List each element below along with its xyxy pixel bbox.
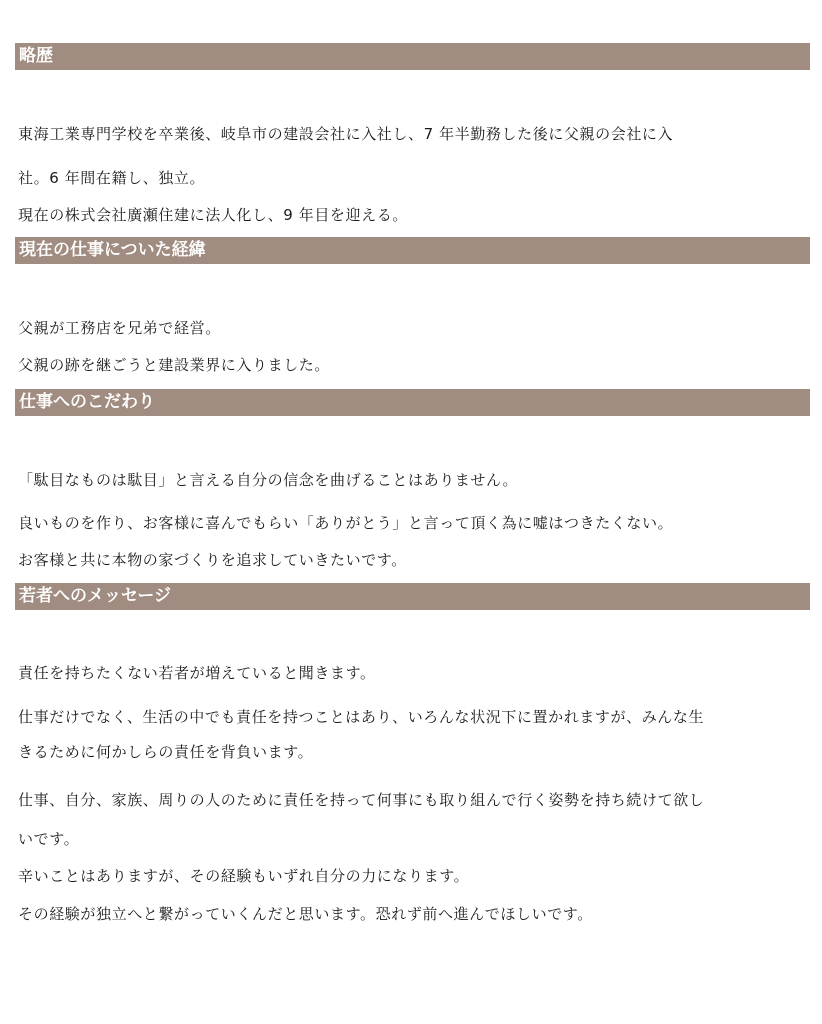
- background-line-1: 父親が工務店を兄弟で経営。: [18, 319, 221, 337]
- career-line-2: 社。6 年間在籍し、独立。: [18, 169, 206, 187]
- background-line-2: 父親の跡を継ごうと建設業界に入りました。: [18, 356, 331, 374]
- message-line-1: 責任を持ちたくない若者が増えていると聞きます。: [18, 664, 376, 682]
- section-heading-commitment: 仕事へのこだわり: [15, 389, 810, 416]
- career-line-3: 現在の株式会社廣瀬住建に法人化し、9 年目を迎える。: [18, 206, 408, 224]
- message-line-7: その経験が独立へと繋がっていくんだと思います。恐れず前へ進んでほしいです。: [18, 905, 593, 923]
- career-line-1: 東海工業専門学校を卒業後、岐阜市の建設会社に入社し、7 年半勤務した後に父親の会社に入: [18, 125, 674, 143]
- section-heading-background: 現在の仕事についた経緯: [15, 237, 810, 264]
- commitment-line-1: 「駄目なものは駄目」と言える自分の信念を曲げることはありません。: [18, 471, 519, 489]
- section-heading-career: 略歴: [15, 43, 810, 70]
- message-line-4: 仕事、自分、家族、周りの人のために責任を持って何事にも取り組んで行く姿勢を持ち続けて欲し: [18, 791, 705, 809]
- message-line-3: きるために何かしらの責任を背負います。: [18, 743, 314, 761]
- message-line-6: 辛いことはありますが、その経験もいずれ自分の力になります。: [18, 867, 470, 885]
- commitment-line-2: 良いものを作り、お客様に喜んでもらい「ありがとう」と言って頂く為に嘘はつきたくない。: [18, 514, 674, 532]
- message-line-2: 仕事だけでなく、生活の中でも責任を持つことはあり、いろんな状況下に置かれますが、みんな生: [18, 708, 705, 726]
- commitment-line-3: お客様と共に本物の家づくりを追求していきたいです。: [18, 551, 407, 569]
- message-line-5: いです。: [18, 830, 80, 848]
- section-heading-message: 若者へのメッセージ: [15, 583, 810, 610]
